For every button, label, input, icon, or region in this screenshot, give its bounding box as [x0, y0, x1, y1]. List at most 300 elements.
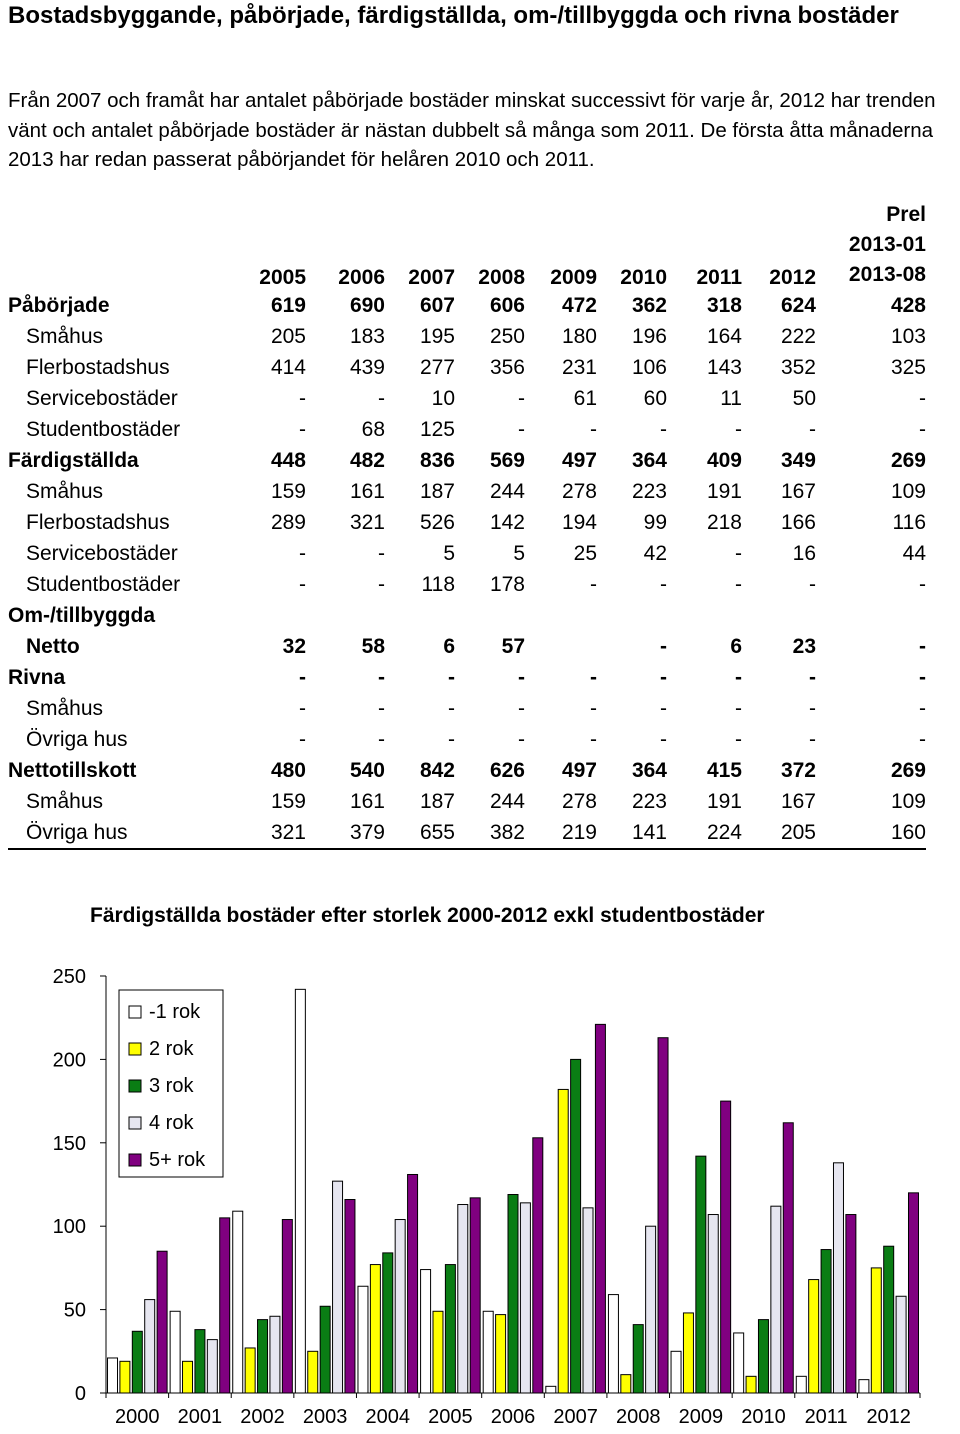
bar	[458, 1205, 468, 1393]
table-cell: -	[299, 727, 306, 751]
x-tick-label: 2004	[365, 1406, 411, 1428]
table-header-year: 2010	[620, 266, 667, 289]
x-tick-label: 2008	[615, 1406, 661, 1428]
table-cell: 99	[643, 510, 667, 534]
legend-swatch	[129, 1080, 141, 1092]
bar	[721, 1101, 731, 1393]
table-cell: 497	[561, 758, 597, 782]
bar	[295, 989, 305, 1393]
table-cell: 23	[792, 634, 816, 658]
table-header-blank	[8, 200, 238, 290]
prel-end: 2013-08	[848, 263, 926, 286]
bar	[746, 1376, 756, 1393]
x-tick-label: 2006	[490, 1406, 536, 1428]
table-cell: -	[299, 665, 306, 689]
bar	[408, 1174, 418, 1393]
table-cell: 526	[419, 510, 455, 534]
table-cell: 448	[270, 448, 306, 472]
table-cell: 60	[643, 386, 667, 410]
table-row	[8, 786, 926, 817]
row-label: Studentbostäder	[26, 572, 181, 596]
bar	[696, 1156, 706, 1393]
bar	[496, 1315, 506, 1393]
table-cell: 161	[349, 789, 385, 813]
table-cell: 205	[742, 817, 816, 849]
table-cell: -	[919, 727, 926, 751]
table-cell: 58	[361, 634, 385, 658]
bar	[821, 1250, 831, 1393]
table-cell: 472	[561, 293, 597, 317]
table-cell: 231	[561, 355, 597, 379]
table-cell: -	[378, 727, 385, 751]
bar	[270, 1316, 280, 1393]
table-cell: 223	[631, 789, 667, 813]
table-cell: 118	[421, 572, 455, 596]
table-cell: 141	[597, 817, 667, 849]
bar	[583, 1208, 593, 1393]
bar	[608, 1295, 618, 1393]
bar	[633, 1325, 643, 1393]
table-cell: 103	[890, 324, 926, 348]
table-row	[8, 321, 926, 352]
legend-swatch	[129, 1117, 141, 1129]
table-cell: 187	[419, 479, 455, 503]
bar	[683, 1313, 693, 1393]
row-label: Netto	[26, 634, 80, 658]
table-cell: 497	[561, 448, 597, 472]
table-cell: 250	[489, 324, 525, 348]
table-cell: 321	[349, 510, 385, 534]
bar	[621, 1375, 631, 1393]
bar	[145, 1300, 155, 1393]
row-label: Nettotillskott	[8, 758, 137, 782]
x-tick-label: 2011	[804, 1406, 848, 1428]
bar	[833, 1163, 843, 1393]
table-cell: 362	[631, 293, 667, 317]
prel-label: Prel	[886, 203, 926, 226]
table-row	[8, 445, 926, 476]
table-cell: 180	[561, 324, 597, 348]
table-cell: 372	[780, 758, 816, 782]
table-cell: 624	[780, 293, 816, 317]
x-tick-label: 2001	[177, 1406, 223, 1428]
row-label: Påbörjade	[8, 293, 110, 317]
table-cell: 6	[730, 634, 742, 658]
table-cell	[816, 600, 926, 631]
table-cell: 194	[561, 510, 597, 534]
row-label: Om-/tillbyggda	[8, 603, 155, 627]
table-cell: 842	[419, 758, 455, 782]
table-cell: -	[518, 727, 525, 751]
table-cell: -	[378, 665, 385, 689]
table-cell: 195	[419, 324, 455, 348]
table-cell: -	[518, 417, 525, 441]
legend-label: 4 rok	[149, 1112, 194, 1134]
row-label: Småhus	[26, 696, 104, 720]
chart-title: Färdigställda bostäder efter storlek 2000-2012 exkl studentbostäder	[90, 904, 765, 927]
table-cell: 164	[706, 324, 742, 348]
table-cell: 607	[419, 293, 455, 317]
table-cell: -	[660, 665, 667, 689]
table-row	[8, 631, 926, 662]
table-cell: 364	[631, 448, 667, 472]
table-cell: -	[518, 696, 525, 720]
table-row	[8, 662, 926, 693]
legend-label: 5+ rok	[149, 1149, 206, 1171]
bar	[708, 1215, 718, 1393]
table-cell: 222	[780, 324, 816, 348]
row-label: Flerbostadshus	[26, 510, 170, 534]
table-cell: 196	[631, 324, 667, 348]
table-row	[8, 352, 926, 383]
table-cell: 415	[706, 758, 742, 782]
bar	[220, 1218, 230, 1393]
table-cell	[525, 631, 597, 662]
table-cell: 219	[525, 817, 597, 849]
table-cell: 352	[780, 355, 816, 379]
bar	[846, 1215, 856, 1393]
table-cell: 414	[270, 355, 306, 379]
table-cell	[742, 600, 816, 631]
bar	[896, 1296, 906, 1393]
table-cell: 318	[706, 293, 742, 317]
table-cell: -	[735, 417, 742, 441]
table-cell: 25	[573, 541, 597, 565]
table-cell: -	[590, 417, 597, 441]
table-cell: 349	[780, 448, 816, 472]
table-cell: 439	[349, 355, 385, 379]
table-cell: -	[919, 665, 926, 689]
x-tick-label: 2010	[741, 1406, 786, 1428]
y-tick-label: 50	[63, 1299, 86, 1322]
table-cell: -	[590, 665, 597, 689]
x-tick-label: 2000	[115, 1406, 160, 1428]
row-label: Rivna	[8, 665, 66, 689]
table-cell: 142	[489, 510, 525, 534]
bar	[809, 1280, 819, 1393]
table-cell: 278	[561, 789, 597, 813]
bar-chart	[0, 940, 960, 1434]
bar	[546, 1386, 556, 1393]
table-row	[8, 693, 926, 724]
table-row	[8, 817, 926, 849]
table-cell: -	[809, 572, 816, 596]
table-cell: -	[518, 665, 525, 689]
table-cell: 428	[890, 293, 926, 317]
table-header-row	[8, 200, 926, 290]
y-tick-label: 150	[52, 1132, 86, 1155]
bar	[195, 1330, 205, 1393]
table-cell: 109	[890, 479, 926, 503]
table-cell: 606	[489, 293, 525, 317]
table-cell: 44	[902, 541, 926, 565]
table-cell: -	[660, 634, 667, 658]
bar	[508, 1195, 518, 1393]
table-cell: 655	[385, 817, 455, 849]
table-cell: -	[378, 696, 385, 720]
table-cell: -	[590, 572, 597, 596]
table-cell: 480	[270, 758, 306, 782]
table-cell	[238, 600, 306, 631]
table-cell: 167	[780, 479, 816, 503]
table-cell: -	[809, 727, 816, 751]
table-cell: -	[378, 541, 385, 565]
table-cell: 379	[306, 817, 385, 849]
table-cell: 42	[643, 541, 667, 565]
bar	[370, 1265, 380, 1393]
bar	[233, 1211, 243, 1393]
table-cell: -	[448, 696, 455, 720]
bar	[320, 1306, 330, 1393]
bar	[658, 1038, 668, 1393]
table-row	[8, 724, 926, 755]
row-label: Servicebostäder	[26, 386, 178, 410]
table-cell: -	[448, 665, 455, 689]
x-tick-label: 2009	[678, 1406, 724, 1428]
table-cell: -	[919, 634, 926, 658]
table-cell: -	[299, 541, 306, 565]
table-cell: 161	[349, 479, 385, 503]
row-label: Servicebostäder	[26, 541, 178, 565]
x-tick-label: 2002	[240, 1406, 285, 1428]
table-cell: 125	[419, 417, 455, 441]
bar	[333, 1181, 343, 1393]
bar	[345, 1200, 355, 1393]
table-cell: 57	[501, 634, 525, 658]
table-cell: -	[735, 665, 742, 689]
table-cell: 160	[816, 817, 926, 849]
row-label: Flerbostadshus	[26, 355, 170, 379]
table-cell: 159	[270, 789, 306, 813]
x-tick-label: 2003	[302, 1406, 348, 1428]
y-tick-label: 0	[74, 1383, 86, 1405]
table-cell: 50	[792, 386, 816, 410]
table-cell: 569	[489, 448, 525, 472]
table-cell: -	[919, 386, 926, 410]
page-title: Bostadsbyggande, påbörjade, färdigställda, om-/tillbyggda och rivna bostäder	[8, 2, 899, 29]
table-row	[8, 600, 926, 631]
table-row	[8, 476, 926, 507]
bar	[783, 1123, 793, 1393]
table-cell: -	[735, 541, 742, 565]
table-cell: 540	[349, 758, 385, 782]
table-cell: 6	[443, 634, 455, 658]
bar	[470, 1198, 480, 1393]
legend-label: 3 rok	[149, 1075, 194, 1097]
table-cell: 223	[631, 479, 667, 503]
table-cell: 482	[349, 448, 385, 472]
table-cell: -	[378, 572, 385, 596]
table-header-year: 2006	[338, 266, 385, 289]
table-cell: 409	[706, 448, 742, 472]
table-cell: -	[590, 727, 597, 751]
table-cell: 183	[349, 324, 385, 348]
bar	[383, 1253, 393, 1393]
bar	[571, 1059, 581, 1393]
bar	[671, 1351, 681, 1393]
table-header-prel	[816, 200, 926, 290]
table-cell: -	[919, 417, 926, 441]
bar	[908, 1193, 918, 1393]
row-label: Småhus	[26, 789, 104, 813]
table-cell: 244	[489, 479, 525, 503]
table-cell: 106	[631, 355, 667, 379]
bar	[258, 1320, 268, 1393]
table-cell: 325	[890, 355, 926, 379]
table-cell: 10	[431, 386, 455, 410]
table-cell	[385, 600, 455, 631]
table-cell: 191	[706, 789, 742, 813]
prel-start: 2013-01	[848, 233, 926, 256]
table-cell: -	[518, 386, 525, 410]
bar	[183, 1361, 193, 1393]
table-cell: 166	[780, 510, 816, 534]
table-cell: 191	[706, 479, 742, 503]
bar	[170, 1311, 180, 1393]
statistics-table	[8, 200, 928, 850]
x-tick-label: 2012	[866, 1406, 911, 1428]
bar	[308, 1351, 318, 1393]
table-cell: 32	[282, 634, 306, 658]
table-row	[8, 755, 926, 786]
bar	[533, 1138, 543, 1393]
legend-label: -1 rok	[149, 1001, 201, 1023]
table-cell: 836	[419, 448, 455, 472]
legend-swatch	[129, 1154, 141, 1166]
table-cell: -	[809, 665, 816, 689]
table-cell: -	[735, 696, 742, 720]
table-cell: 244	[489, 789, 525, 813]
bar	[245, 1348, 255, 1393]
table-cell: 167	[780, 789, 816, 813]
table-header-year: 2012	[769, 266, 816, 289]
table-cell: -	[448, 727, 455, 751]
table-cell: 5	[443, 541, 455, 565]
table-cell: -	[660, 696, 667, 720]
row-label: Övriga hus	[8, 817, 238, 849]
table-cell: -	[809, 696, 816, 720]
table-cell: -	[735, 572, 742, 596]
bar	[445, 1265, 455, 1393]
table-cell	[455, 600, 525, 631]
bar	[871, 1268, 881, 1393]
table-cell: 690	[349, 293, 385, 317]
bar	[796, 1376, 806, 1393]
table-cell: -	[660, 727, 667, 751]
table-cell: -	[299, 696, 306, 720]
table-cell: 356	[489, 355, 525, 379]
table-row	[8, 290, 926, 321]
row-label: Småhus	[26, 324, 104, 348]
bar	[859, 1380, 869, 1393]
table-row	[8, 507, 926, 538]
bar	[421, 1270, 431, 1393]
bar	[358, 1286, 368, 1393]
table-cell: 626	[489, 758, 525, 782]
table-cell: 321	[238, 817, 306, 849]
table-cell: -	[660, 417, 667, 441]
table-cell	[306, 600, 385, 631]
bar	[120, 1361, 130, 1393]
y-tick-label: 100	[52, 1216, 86, 1239]
table-header-year: 2007	[408, 266, 455, 289]
table-cell: 289	[270, 510, 306, 534]
table-cell: -	[590, 696, 597, 720]
table-row	[8, 414, 926, 445]
table-cell: 61	[573, 386, 597, 410]
table-cell: 278	[561, 479, 597, 503]
table-cell: 187	[419, 789, 455, 813]
table-cell: 269	[890, 448, 926, 472]
table-cell: -	[378, 386, 385, 410]
bar	[207, 1340, 217, 1393]
table-cell: 224	[667, 817, 742, 849]
table-row	[8, 538, 926, 569]
table-header-year: 2009	[550, 266, 597, 289]
table-cell: -	[299, 386, 306, 410]
table-row	[8, 569, 926, 600]
table-cell: 382	[455, 817, 525, 849]
bar	[157, 1251, 167, 1393]
legend-swatch	[129, 1006, 141, 1018]
bar	[646, 1226, 656, 1393]
table-cell: 5	[513, 541, 525, 565]
bar	[483, 1311, 493, 1393]
table-cell: -	[809, 417, 816, 441]
bar	[132, 1331, 142, 1393]
bar	[395, 1220, 405, 1393]
bar	[433, 1311, 443, 1393]
table-header-year: 2005	[259, 266, 306, 289]
legend-swatch	[129, 1043, 141, 1055]
bar	[595, 1024, 605, 1393]
table-cell: 11	[720, 386, 742, 410]
table-cell: -	[299, 572, 306, 596]
table-cell: 143	[706, 355, 742, 379]
table-cell: -	[919, 572, 926, 596]
table-cell: 364	[631, 758, 667, 782]
table-cell: 178	[489, 572, 525, 596]
x-tick-label: 2005	[428, 1406, 473, 1428]
x-tick-label: 2007	[553, 1406, 598, 1428]
table-cell: 68	[361, 417, 385, 441]
table-cell: 619	[270, 293, 306, 317]
bar	[771, 1206, 781, 1393]
row-label: Färdigställda	[8, 448, 139, 472]
intro-paragraph: Från 2007 och framåt har antalet påbörjade bostäder minskat successivt för varje år, 2012 har trenden vänt och antalet påbörjade bostäder är nästan dubbelt så många som 2011. De första åtta månaderna 2013 har redan passerat påbörjandet för helåren 2010 och 2011.	[8, 89, 936, 171]
bar	[520, 1203, 530, 1393]
bar	[282, 1220, 292, 1393]
bar	[558, 1089, 568, 1393]
table-header-year: 2008	[478, 266, 525, 289]
table-cell: 205	[270, 324, 306, 348]
bar	[734, 1333, 744, 1393]
table-cell: -	[919, 696, 926, 720]
table-cell: 269	[890, 758, 926, 782]
bar	[758, 1320, 768, 1393]
bar	[884, 1246, 894, 1393]
table-row	[8, 383, 926, 414]
y-tick-label: 200	[52, 1049, 86, 1072]
table-cell: -	[660, 572, 667, 596]
table-cell: -	[735, 727, 742, 751]
table-cell	[667, 600, 742, 631]
table-cell: 109	[890, 789, 926, 813]
bar	[108, 1358, 118, 1393]
table-cell: 16	[792, 541, 816, 565]
row-label: Småhus	[26, 479, 104, 503]
table-cell: 159	[270, 479, 306, 503]
